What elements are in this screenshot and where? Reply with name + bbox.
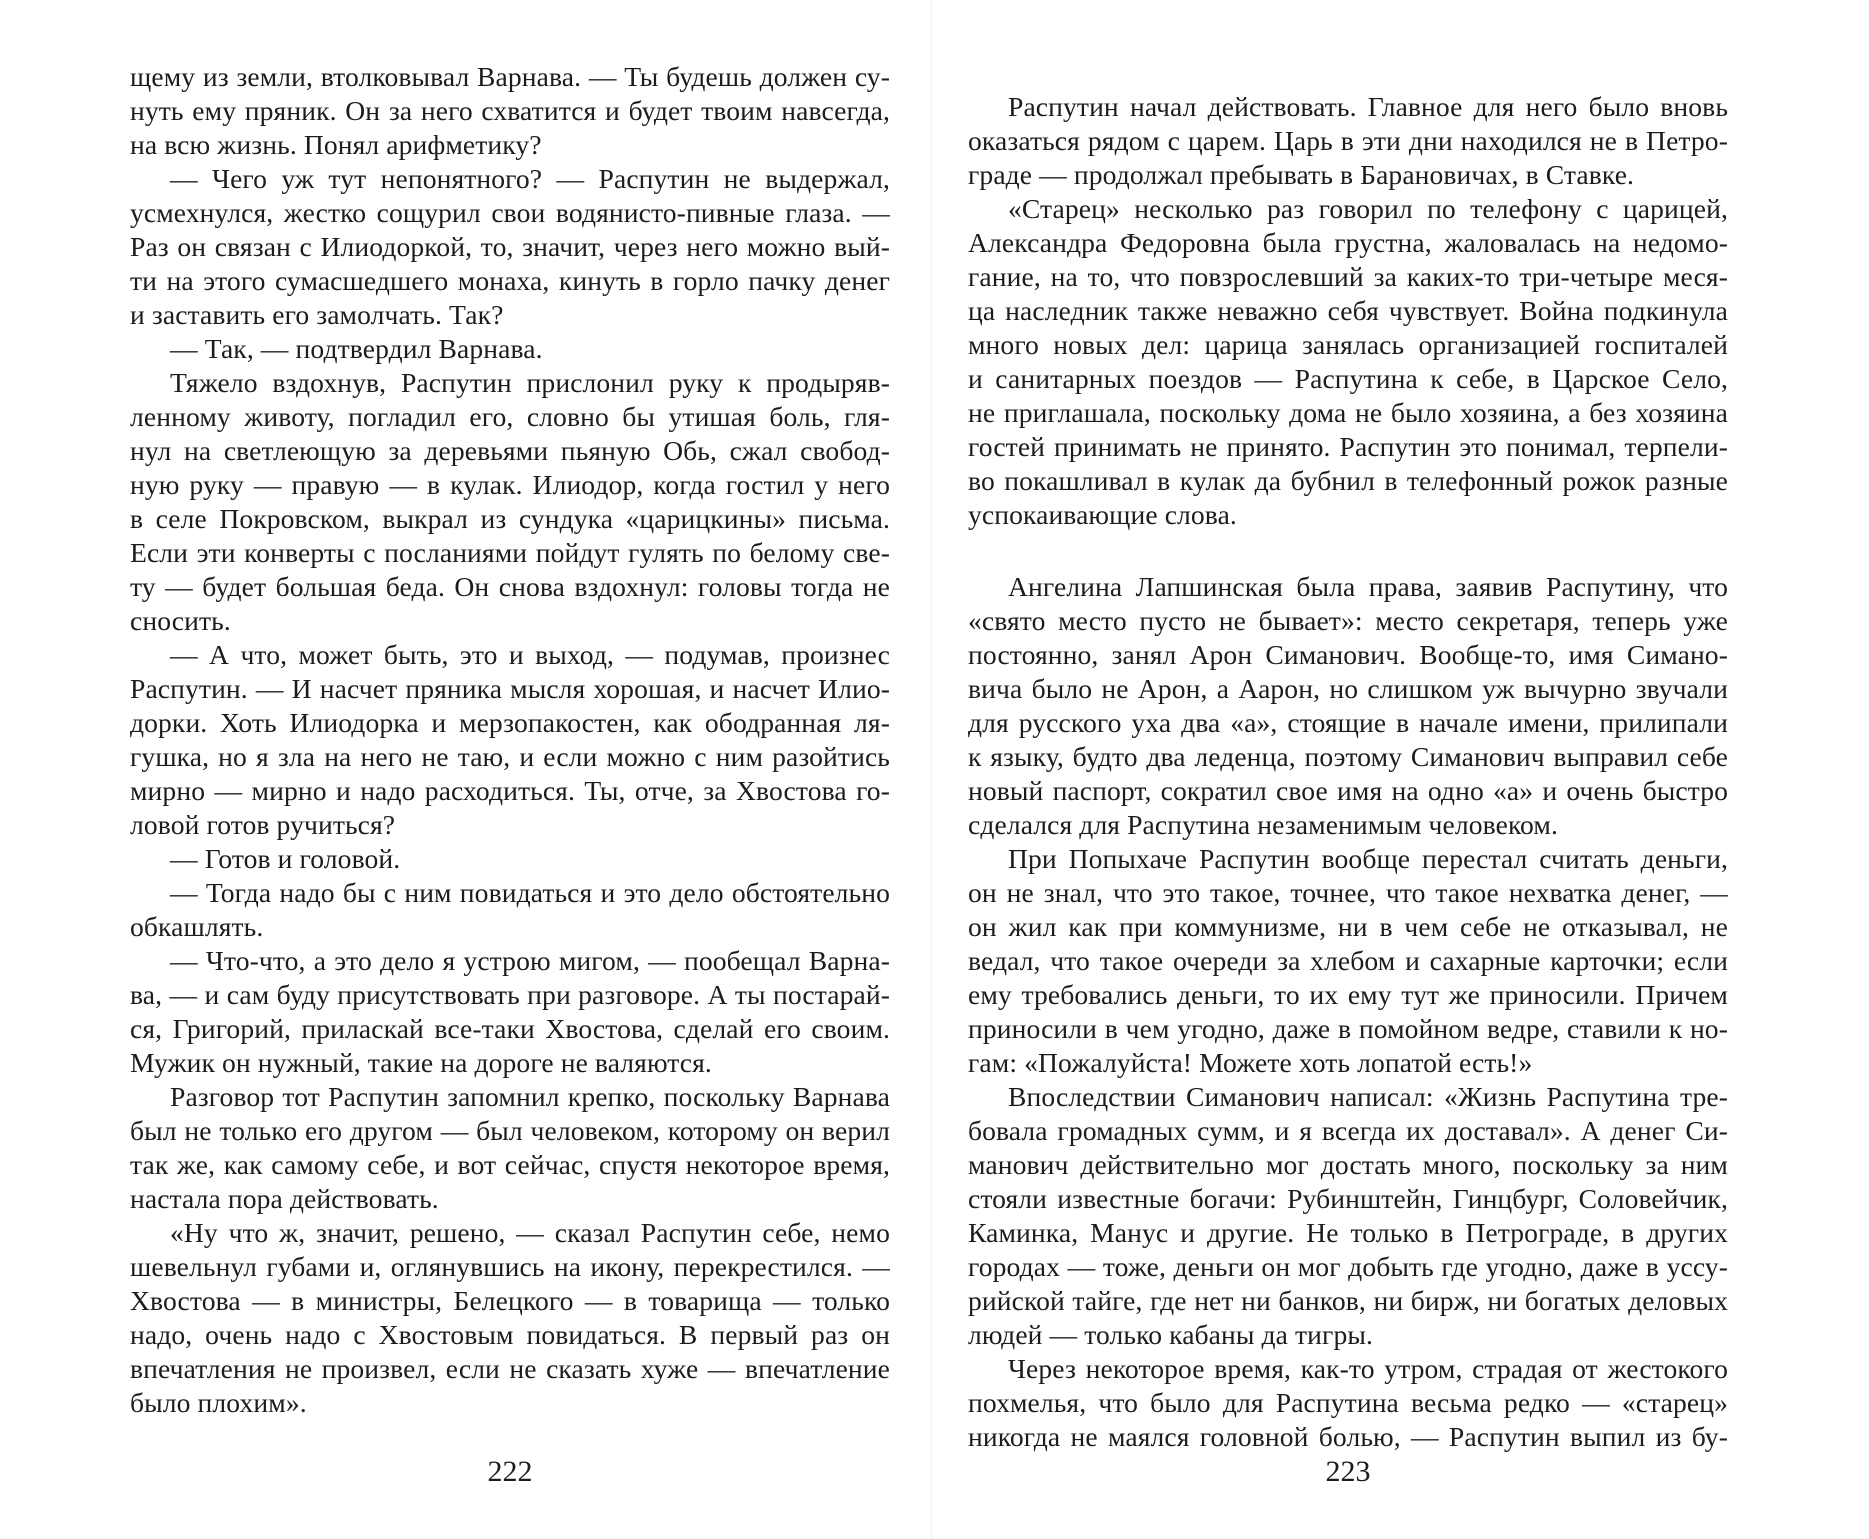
text-line: на всю жизнь. Понял арифметику? <box>130 129 542 160</box>
text-line: он жил как при коммунизме, ни в чем себе не отказывал, не <box>968 911 1728 942</box>
text-line: ся, Григорий, приласкай все-таки Хвостова, сделай его своим. <box>130 1013 890 1044</box>
text-line: Через некоторое время, как-то утром, страдая от жестокого <box>1008 1353 1728 1384</box>
text-line: он не знал, что это такое, точнее, что такое нехватка денег, — <box>968 877 1728 908</box>
text-line: похмелья, что было для Распутина весьма редко — «старец» <box>968 1387 1728 1418</box>
text-line: Распутин. — И насчет пряника мысля хорошая, и насчет Илио- <box>130 673 890 704</box>
text-line: постоянно, занял Арон Симанович. Вообще-то, имя Симано- <box>968 639 1728 670</box>
text-line: ную руку — правую — в кулак. Илиодор, когда гостил у него <box>130 469 890 500</box>
text-line: Раз он связан с Илиодоркой, то, значит, через него можно вый- <box>130 231 890 262</box>
page-number: 222 <box>487 1455 533 1488</box>
text-line: «Ну что ж, значит, решено, — сказал Распутин себе, немо <box>170 1217 890 1248</box>
text-line: много новых дел: царица занялась организацией госпиталей <box>968 329 1728 360</box>
text-line: новый паспорт, сократил свое имя на одно «а» и очень быстро <box>968 775 1728 806</box>
text-line: было плохим». <box>130 1387 307 1418</box>
text-line: и заставить его замолчать. Так? <box>130 299 504 330</box>
text-line: ловой готов ручиться? <box>130 809 396 840</box>
text-line: — Так, — подтвердил Варнава. <box>170 333 543 364</box>
text-line: Ангелина Лапшинская была права, заявив Распутину, что <box>1008 571 1728 602</box>
text-line: «Старец» несколько раз говорил по телефону с царицей, <box>1008 193 1728 224</box>
text-line: нуть ему пряник. Он за него схватится и будет твоим навсегда, <box>130 95 890 126</box>
text-line: При Попыхаче Распутин вообще перестал считать деньги, <box>1008 843 1728 874</box>
text-line: рийской тайге, где нет ни банков, ни бирж, ни богатых деловых <box>968 1285 1728 1316</box>
page-number: 223 <box>1325 1455 1371 1488</box>
text-line: Каминка, Манус и другие. Не только в Петрограде, в других <box>968 1217 1728 1248</box>
text-line: «свято место пусто не бывает»: место секретаря, теперь уже <box>968 605 1728 636</box>
text-line: нул на светлеющую за деревьями пьяную Обь, сжал свобод- <box>130 435 890 466</box>
text-line: шевельнул губами и, оглянувшись на икону, перекрестился. — <box>130 1251 890 1282</box>
left-page <box>130 60 890 1500</box>
text-line: граде — продолжал пребывать в Барановичах, в Ставке. <box>968 159 1635 190</box>
text-line: ца наследник также неважно себя чувствует. Война подкинула <box>968 295 1728 326</box>
text-line: манович действительно мог достать много, поскольку за ним <box>968 1149 1728 1180</box>
text-line: Александра Федоровна была грустна, жаловалась на недомо- <box>968 227 1728 258</box>
text-line: сделался для Распутина незаменимым человеком. <box>968 809 1558 840</box>
text-line: ленному животу, погладил его, словно бы утишая боль, гля- <box>130 401 890 432</box>
text-line: настала пора действовать. <box>130 1183 439 1214</box>
text-line: ти на этого сумасшедшего монаха, кинуть в горло пачку денег <box>130 265 890 296</box>
book-gutter <box>930 0 933 1539</box>
text-line: так же, как самому себе, и вот сейчас, спустя некоторое время, <box>130 1149 890 1180</box>
text-line: Разговор тот Распутин запомнил крепко, поскольку Варнава <box>170 1081 890 1112</box>
text-line: — А что, может быть, это и выход, — подумав, произнес <box>170 639 890 670</box>
text-line: стояли известные богачи: Рубинштейн, Гинцбург, Соловейчик, <box>968 1183 1728 1214</box>
right-page <box>968 60 1728 1500</box>
text-line: щему из земли, втолковывал Варнава. — Ты будешь должен су- <box>130 61 890 92</box>
text-line: приносили в чем угодно, даже в помойном ведре, ставили к но- <box>968 1013 1728 1044</box>
text-line: сносить. <box>130 605 231 636</box>
text-line: гушка, но я зла на него не таю, и если можно с ним разойтись <box>130 741 890 772</box>
text-line: был не только его другом — был человеком, которому он верил <box>130 1115 890 1146</box>
text-line: — Готов и головой. <box>170 843 401 874</box>
text-line: в селе Покровском, выкрал из сундука «царицкины» письма. <box>130 503 890 534</box>
text-line: оказаться рядом с царем. Царь в эти дни находился не в Петро- <box>968 125 1728 156</box>
text-line: надо, очень надо с Хвостовым повидаться. В первый раз он <box>130 1319 890 1350</box>
text-line: гание, на то, что повзрослевший за каких-то три-четыре меся- <box>968 261 1728 292</box>
text-line: Распутин начал действовать. Главное для него было вновь <box>1008 91 1728 122</box>
text-line: вича было не Арон, а Аарон, но слишком уж вычурно звучали <box>968 673 1728 704</box>
text-line: Мужик он нужный, такие на дороге не валяются. <box>130 1047 712 1078</box>
text-line: — Тогда надо бы с ним повидаться и это дело обстоятельно <box>170 877 890 908</box>
text-line: мирно — мирно и надо расходиться. Ты, отче, за Хвостова го- <box>130 775 890 806</box>
text-line: Хвостова — в министры, Белецкого — в товарища — только <box>130 1285 890 1316</box>
text-line: ему требовались деньги, то их ему тут же приносили. Причем <box>968 979 1728 1010</box>
text-line: гостей принимать не принято. Распутин это понимал, терпели- <box>968 431 1728 462</box>
text-line: гам: «Пожалуйста! Можете хоть лопатой есть!» <box>968 1047 1533 1078</box>
text-line: не приглашала, поскольку дома не было хозяина, а без хозяина <box>968 397 1728 428</box>
text-line: — Чего уж тут непонятного? — Распутин не выдержал, <box>170 163 890 194</box>
text-line: успокаивающие слова. <box>968 499 1237 530</box>
text-line: ту — будет большая беда. Он снова вздохнул: головы тогда не <box>130 571 890 602</box>
text-line: никогда не маялся головной болью, — Распутин выпил из бу- <box>968 1421 1728 1452</box>
text-line: бовала громадных сумм, и я всегда их доставал». А денег Си- <box>968 1115 1728 1146</box>
text-line: во покашливал в кулак да бубнил в телефонный рожок разные <box>968 465 1728 496</box>
text-line: Тяжело вздохнув, Распутин прислонил руку к продыряв- <box>170 367 890 398</box>
text-line: городах — тоже, деньги он мог добыть где угодно, даже в уссу- <box>968 1251 1728 1282</box>
text-line: впечатления не произвел, если не сказать хуже — впечатление <box>130 1353 890 1384</box>
text-line: усмехнулся, жестко сощурил свои водянисто-пивные глаза. — <box>130 197 890 228</box>
text-line: ведал, что такое очереди за хлебом и сахарные карточки; если <box>968 945 1728 976</box>
text-line: — Что-что, а это дело я устрою мигом, — пообещал Варна- <box>170 945 890 976</box>
text-line: обкашлять. <box>130 911 264 942</box>
text-line: к языку, будто два леденца, поэтому Симанович выправил себе <box>968 741 1728 772</box>
text-line: дорки. Хоть Илиодорка и мерзопакостен, как ободранная ля- <box>130 707 890 738</box>
text-line: ва, — и сам буду присутствовать при разговоре. А ты постарай- <box>130 979 890 1010</box>
text-line: людей — только кабаны да тигры. <box>968 1319 1374 1350</box>
text-line: Впоследствии Симанович написал: «Жизнь Распутина тре- <box>1008 1081 1728 1112</box>
text-line: и санитарных поездов — Распутина к себе, в Царское Село, <box>968 363 1728 394</box>
text-line: для русского уха два «а», стоящие в начале имени, прилипали <box>968 707 1728 738</box>
text-line: Если эти конверты с посланиями пойдут гулять по белому све- <box>130 537 890 568</box>
